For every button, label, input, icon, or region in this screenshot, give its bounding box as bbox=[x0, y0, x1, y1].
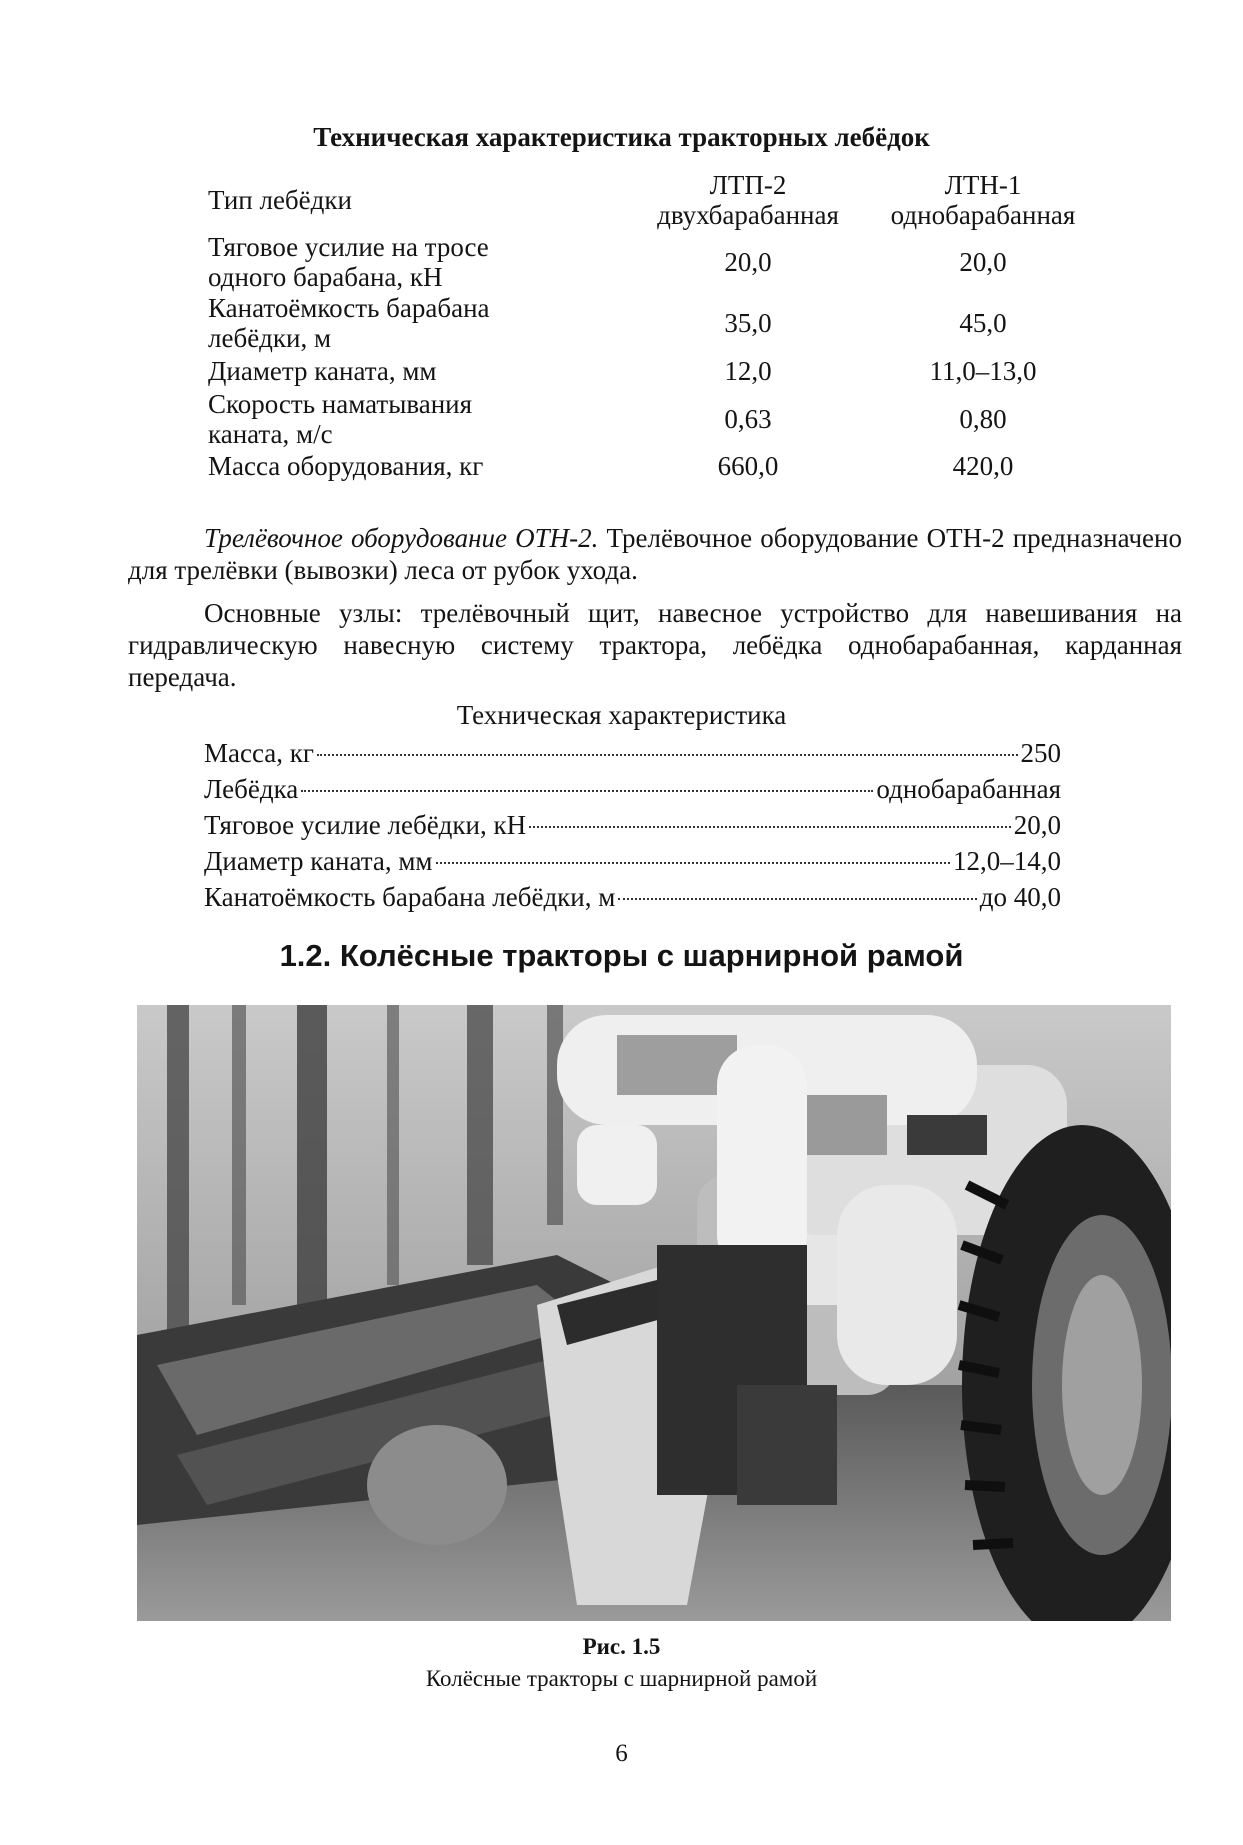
col2-sub: однобарабанная bbox=[890, 200, 1076, 230]
row-label: Диаметр каната, мм bbox=[208, 356, 437, 386]
cell-ltp: 20,0 bbox=[724, 247, 772, 277]
row-label: Канатоёмкость барабана bbox=[208, 293, 490, 323]
col1-sub: двухбарабанная bbox=[657, 200, 839, 230]
spec-item bbox=[204, 774, 1061, 810]
spec-value: 20,0 bbox=[1013, 810, 1061, 840]
col1-name: ЛТП-2 bbox=[709, 170, 787, 200]
table-header-label: Тип лебёдки bbox=[208, 185, 352, 215]
spec-title: Техническая характеристика bbox=[456, 700, 787, 730]
cell-ltn: 20,0 bbox=[959, 247, 1007, 277]
spec-item bbox=[204, 738, 1061, 774]
col2-name: ЛТН-1 bbox=[944, 170, 1022, 200]
paragraph-main-units: Основные узлы: трелёвочный щит, навесное устройство для навешивания на гидравлическую навесную систему трактора, лебёдка однобарабанная, карданная передача. bbox=[128, 598, 1182, 692]
row-label: лебёдки, м bbox=[208, 323, 332, 353]
row-label: каната, м/с bbox=[208, 419, 333, 449]
spec-label: Канатоёмкость барабана лебёдки, м bbox=[204, 882, 616, 912]
table-row bbox=[208, 292, 1108, 354]
cell-ltn: 45,0 bbox=[959, 308, 1007, 338]
row-label: Масса оборудования, кг bbox=[208, 451, 484, 481]
spec-label: Диаметр каната, мм bbox=[204, 846, 433, 876]
row-label: Скорость наматывания bbox=[208, 389, 473, 419]
table-row bbox=[208, 388, 1108, 450]
table-header-row bbox=[208, 168, 1108, 232]
cell-ltp: 35,0 bbox=[724, 308, 772, 338]
spec-value: 12,0–14,0 bbox=[953, 846, 1061, 876]
cell-ltn: 11,0–13,0 bbox=[929, 356, 1037, 386]
figure-caption: Колёсные тракторы с шарнирной рамой bbox=[425, 1666, 818, 1691]
tractor-photo-illustration bbox=[137, 1005, 1171, 1621]
table-row bbox=[208, 232, 1108, 292]
paragraph-oth2 bbox=[128, 522, 1182, 586]
section-heading: 1.2. Колёсные тракторы с шарнирной рамой bbox=[279, 938, 964, 973]
cell-ltn: 420,0 bbox=[952, 451, 1014, 481]
table-header-col1 bbox=[638, 170, 858, 230]
cell-ltp: 0,63 bbox=[724, 404, 772, 434]
page-number: 6 bbox=[615, 1740, 628, 1767]
table-row bbox=[208, 450, 1108, 482]
row-label: Тяговое усилие на тросе bbox=[208, 232, 489, 262]
table-title: Техническая характеристика тракторных лебёдок bbox=[313, 122, 930, 152]
spec-value: 250 bbox=[1020, 738, 1061, 768]
row-label: одного барабана, кН bbox=[208, 262, 443, 292]
figure-label: Рис. 1.5 bbox=[582, 1634, 661, 1659]
spec-label: Масса, кг bbox=[204, 738, 314, 768]
spec-item bbox=[204, 882, 1061, 918]
spec-label: Лебёдка bbox=[204, 774, 299, 804]
cell-ltp: 660,0 bbox=[717, 451, 779, 481]
cell-ltn: 0,80 bbox=[959, 404, 1007, 434]
paragraph-lead: Трелёвочное оборудование ОТН-2. bbox=[204, 523, 599, 553]
table-header-col2 bbox=[858, 170, 1108, 230]
spec-item bbox=[204, 846, 1061, 882]
tractor-photo bbox=[137, 1005, 1171, 1621]
cell-ltp: 12,0 bbox=[724, 356, 772, 386]
spec-label: Тяговое усилие лебёдки, кН bbox=[204, 810, 527, 840]
spec-list bbox=[204, 738, 1061, 918]
table-row bbox=[208, 354, 1108, 388]
spec-item bbox=[204, 810, 1061, 846]
winch-spec-table bbox=[208, 168, 1108, 482]
spec-value: однобарабанная bbox=[876, 774, 1061, 804]
paragraph-text: Трелёвочное оборудование ОТН-2 предназначено для трелёвки (вывозки) леса от рубок ухода. bbox=[128, 523, 1182, 585]
spec-value: до 40,0 bbox=[979, 882, 1061, 912]
